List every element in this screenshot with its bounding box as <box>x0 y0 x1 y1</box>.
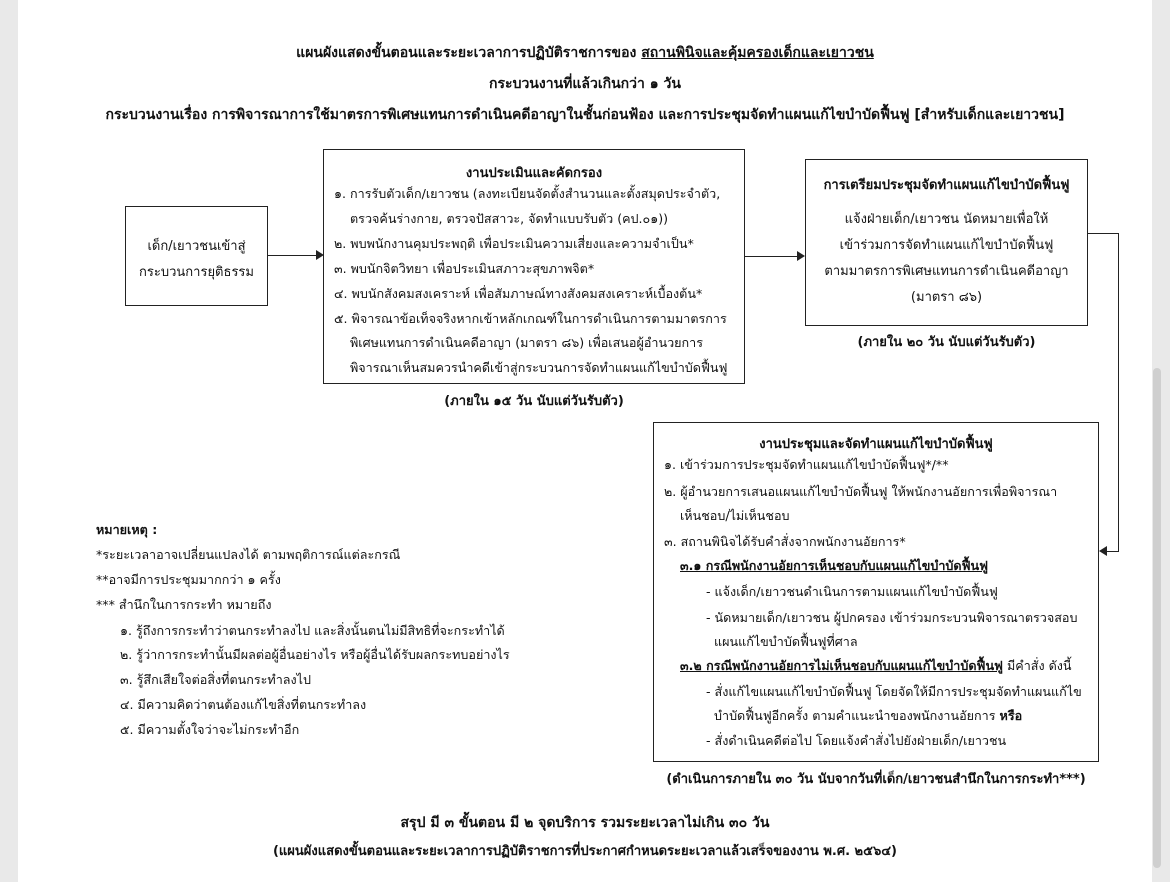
prep-caption: (ภายใน ๒๐ วัน นับแต่วันรับตัว) <box>857 335 1036 350</box>
meeting-item-3: ๓. สถานพินิจได้รับคำสั่งจากพนักงานอัยการ* <box>664 534 906 549</box>
title-line-1 <box>18 42 1152 64</box>
case-1-title: ๓.๑ กรณีพนักงานอัยการเห็นชอบกับแผนแก้ไขบำบัดฟื้นฟู <box>680 558 989 573</box>
start-box <box>125 206 268 306</box>
screening-item: ๔. พบนักสังคมสงเคราะห์ เพื่อสัมภาษณ์ทางสังคมสงเคราะห์เบื้องต้น* <box>334 286 703 301</box>
case-2-action-cont <box>714 707 1022 725</box>
prep-title: การเตรียมประชุมจัดทำแผนแก้ไขบำบัดฟื้นฟู <box>823 178 1070 193</box>
title-prefix: แผนผังแสดงขั้นตอนและระยะเวลาการปฏิบัติราชการของ <box>296 45 642 61</box>
note-2: **อาจมีการประชุมมากกว่า ๑ ครั้ง <box>96 572 281 587</box>
connector-to-meeting <box>1107 551 1119 552</box>
note-1: *ระยะเวลาอาจเปลี่ยนแปลงได้ ตามพฤติการณ์แต่ละกรณี <box>96 547 401 562</box>
note-sub-item: ๑. รู้ถึงการกระทำว่าตนกระทำลงไป และสิ่งนั้นตนไม่มีสิทธิที่จะกระทำได้ <box>120 623 505 638</box>
screening-item: ๑. การรับตัวเด็ก/เยาวชน (ลงทะเบียนจัดตั้งสำนวนและตั้งสมุดประจำตัว, <box>334 186 721 201</box>
screening-item: พิเศษแทนการดำเนินคดีอาญา (มาตรา ๘๖) เพื่อเสนอผู้อำนวยการ <box>350 335 704 350</box>
meeting-box <box>653 422 1099 762</box>
screening-box <box>323 149 745 384</box>
case-2-heading <box>680 657 1072 675</box>
arrowhead-icon <box>797 251 805 261</box>
prep-box <box>805 159 1088 326</box>
case-2-title: ๓.๒ กรณีพนักงานอัยการไม่เห็นชอบกับแผนแก้ไขบำบัดฟื้นฟู <box>680 658 1003 673</box>
meeting-item-2: ๒. ผู้อำนวยการเสนอแผนแก้ไขบำบัดฟื้นฟู ให้พนักงานอัยการเพื่อพิจารณา <box>664 484 1058 499</box>
screening-item: ตรวจค้นร่างกาย, ตรวจปัสสาวะ, จัดทำแบบรับตัว (คป.๐๑)) <box>350 211 669 226</box>
arrowhead-icon <box>1099 546 1107 556</box>
title-line-2: กระบวนงานที่แล้วเกินกว่า ๑ วัน <box>489 76 681 92</box>
screening-item: พิจารณาเห็นสมควรนำคดีเข้าสู่กระบวนการจัดทำแผนแก้ไขบำบัดฟื้นฟู <box>350 360 728 375</box>
case-2-action: - สั่งแก้ไขแผนแก้ไขบำบัดฟื้นฟู โดยจัดให้มีการประชุมจัดทำแผนแก้ไข <box>706 684 1082 699</box>
screening-item: ๒. พบพนักงานคุมประพฤติ เพื่อประเมินความเสี่ยงและความจำเป็น* <box>334 236 694 251</box>
note-3: *** สำนึกในการกระทำ หมายถึง <box>96 597 272 612</box>
footer-summary: สรุป มี ๓ ขั้นตอน มี ๒ จุดบริการ รวมระยะเวลาไม่เกิน ๓๐ วัน <box>400 815 770 831</box>
connector-prep-right <box>1088 233 1119 234</box>
prep-line: แจ้งฝ่ายเด็ก/เยาวชน นัดหมายเพื่อให้ <box>844 212 1049 227</box>
screening-item: ๓. พบนักจิตวิทยา เพื่อประเมินสภาวะสุขภาพจิต* <box>334 261 595 276</box>
note-sub-item: ๔. มีความคิดว่าตนต้องแก้ไขสิ่งที่ตนกระทำลง <box>120 697 367 712</box>
meeting-item-2-cont: เห็นชอบ/ไม่เห็นชอบ <box>680 508 790 523</box>
meeting-caption: (ดำเนินการภายใน ๓๐ วัน นับจากวันที่เด็ก/เยาวชนสำนึกในการกระทำ***) <box>666 772 1086 787</box>
case-2-action: - สั่งดำเนินคดีต่อไป โดยแจ้งคำสั่งไปยังฝ่ายเด็ก/เยาวชน <box>706 733 1007 748</box>
note-sub-item: ๓. รู้สึกเสียใจต่อสิ่งที่ตนกระทำลงไป <box>120 672 311 687</box>
document-page <box>18 0 1152 882</box>
connector-vertical <box>1118 233 1119 552</box>
notes-heading: หมายเหตุ : <box>96 522 158 537</box>
prep-line: เข้าร่วมการจัดทำแผนแก้ไขบำบัดฟื้นฟู <box>839 238 1054 253</box>
footer-note: (แผนผังแสดงขั้นตอนและระยะเวลาการปฏิบัติราชการที่ประกาศกำหนดระยะเวลาแล้วเสร็จของงาน พ.ศ. ๒๕๖๔) <box>272 844 898 859</box>
note-sub-item: ๕. มีความตั้งใจว่าจะไม่กระทำอีก <box>120 722 300 737</box>
screening-item: ๕. พิจารณาข้อเท็จจริงหากเข้าหลักเกณฑ์ในการดำเนินการตามมาตรการ <box>334 311 727 326</box>
title-organization: สถานพินิจและคุ้มครองเด็กและเยาวชน <box>641 45 874 61</box>
start-box-line-1: เด็ก/เยาวชนเข้าสู่ <box>147 239 246 254</box>
case-1-action-cont: แผนแก้ไขบำบัดฟื้นฟูที่ศาล <box>714 634 858 649</box>
prep-line: (มาตรา ๘๖) <box>910 290 983 305</box>
case-2-or: หรือ <box>999 708 1023 723</box>
case-1-action: - นัดหมายเด็ก/เยาวชน ผู้ปกครอง เข้าร่วมกระบวนพิจารณาตรวจสอบ <box>706 610 1078 625</box>
case-2-action-text: บำบัดฟื้นฟูอีกครั้ง ตามคำแนะนำของพนักงานอัยการ <box>714 708 1000 723</box>
arrow-screening-to-prep <box>745 256 800 257</box>
case-2-suffix: มีคำสั่ง ดังนี้ <box>1002 658 1072 673</box>
screening-title: งานประเมินและคัดกรอง <box>465 166 603 181</box>
case-1-action: - แจ้งเด็ก/เยาวชนดำเนินการตามแผนแก้ไขบำบัดฟื้นฟู <box>706 584 998 599</box>
arrow-start-to-screening <box>268 255 320 256</box>
start-box-line-2: กระบวนการยุติธรรม <box>139 265 254 280</box>
prep-line: ตามมาตรการพิเศษแทนการดำเนินคดีอาญา <box>824 264 1069 279</box>
meeting-item-1: ๑. เข้าร่วมการประชุมจัดทำแผนแก้ไขบำบัดฟื้นฟู*/** <box>664 457 949 472</box>
meeting-title: งานประชุมและจัดทำแผนแก้ไขบำบัดฟื้นฟู <box>759 437 993 452</box>
note-sub-item: ๒. รู้ว่าการกระทำนั้นมีผลต่อผู้อื่นอย่างไร หรือผู้อื่นได้รับผลกระทบอย่างไร <box>120 647 510 662</box>
vertical-scrollbar[interactable] <box>1153 368 1161 868</box>
screening-caption: (ภายใน ๑๕ วัน นับแต่วันรับตัว) <box>444 394 624 409</box>
title-line-3: กระบวนงานเรื่อง การพิจารณาการใช้มาตรการพิเศษแทนการดำเนินคดีอาญาในชั้นก่อนฟ้อง และการประชุมจัดทำแผนแก้ไขบำบัดฟื้นฟู [สำหรับเด็กและเยาวชน] <box>105 107 1065 123</box>
